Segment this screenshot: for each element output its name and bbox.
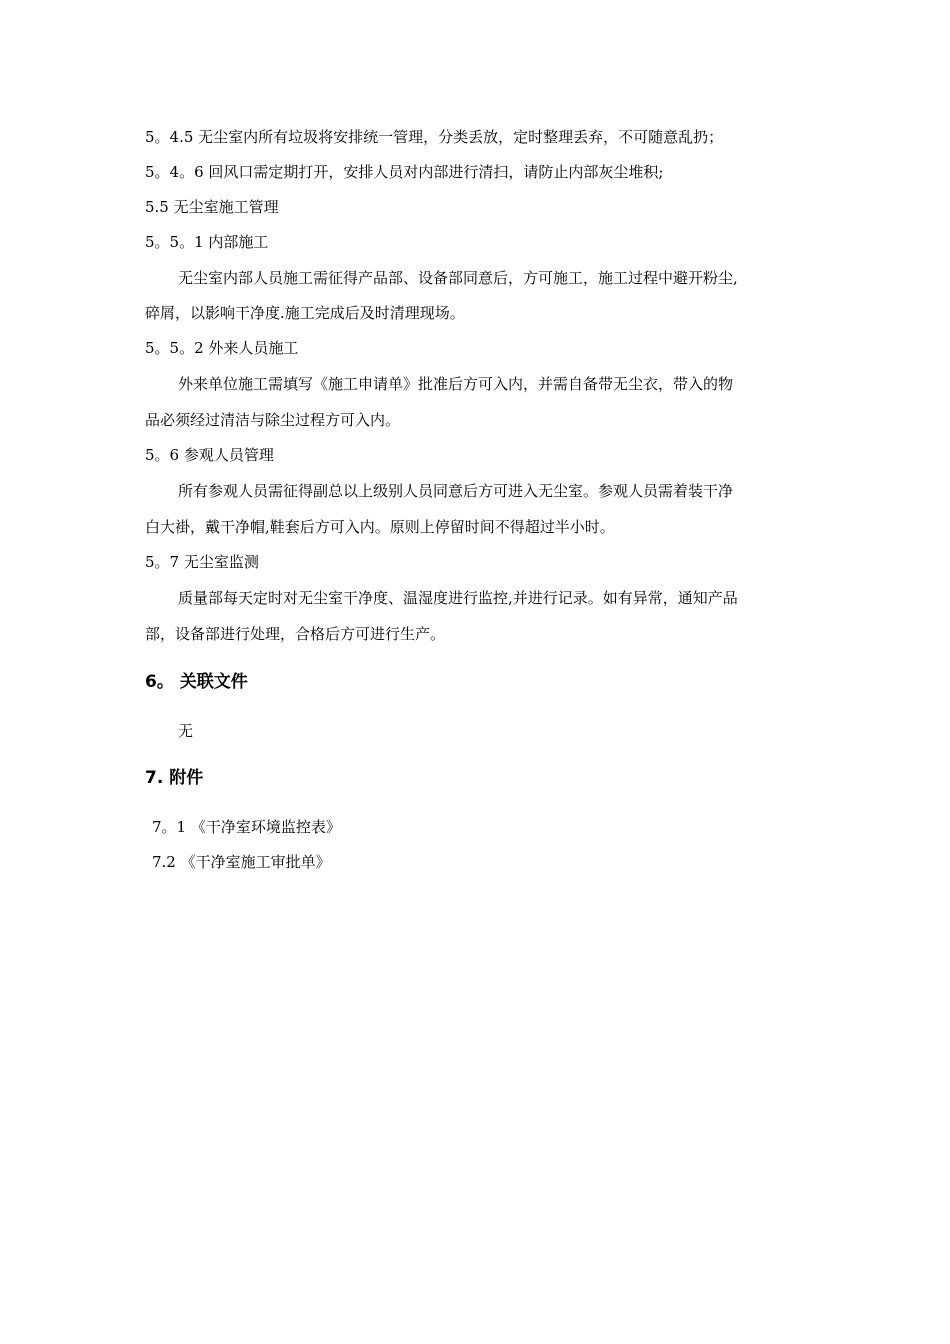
paragraph-5-5-2-line-2: 品必须经过清洁与除尘过程方可入内。 (145, 411, 401, 429)
related-files-content: 无 (178, 722, 194, 740)
section-heading-5-5: 5.5 无尘室施工管理 (145, 198, 279, 216)
clause-5-4-5: 5。4.5 无尘室内所有垃圾将安排统一管理，分类丢放，定时整理丢弃，不可随意乱扔； (145, 128, 724, 146)
section-heading-7: 7. 附件 (145, 768, 204, 788)
paragraph-5-7-line-2: 部，设备部进行处理，合格后方可进行生产。 (145, 625, 446, 643)
clause-5-4-6: 5。4。6 回风口需定期打开，安排人员对内部进行清扫，请防止内部灰尘堆积; (145, 163, 664, 181)
attachment-item: 7.2 《干净室施工审批单》 (152, 853, 331, 871)
section-heading-5-6: 5。6 参观人员管理 (145, 446, 274, 464)
paragraph-5-6-line-2: 白大褂，戴干净帽,鞋套后方可入内。原则上停留时间不得超过半小时。 (145, 518, 615, 536)
paragraph-5-5-1-line-1: 无尘室内部人员施工需征得产品部、设备部同意后，方可施工，施工过程中避开粉尘, (178, 269, 738, 287)
paragraph-5-5-2-line-1: 外来单位施工需填写《施工申请单》批准后方可入内，并需自备带无尘衣，带入的物 (178, 375, 734, 393)
section-heading-6: 6。 关联文件 (145, 672, 248, 692)
subheading-5-5-1: 5。5。1 内部施工 (145, 233, 269, 251)
subheading-5-5-2: 5。5。2 外来人员施工 (145, 339, 299, 357)
attachment-item: 7。1 《干净室环境监控表》 (152, 818, 341, 836)
section-heading-5-7: 5。7 无尘室监测 (145, 553, 259, 571)
paragraph-5-5-1-line-2: 碎屑，以影响干净度.施工完成后及时清理现场。 (145, 304, 465, 322)
paragraph-5-7-line-1: 质量部每天定时对无尘室干净度、温湿度进行监控,并进行记录。如有异常，通知产品 (178, 589, 738, 607)
paragraph-5-6-line-1: 所有参观人员需征得副总以上级别人员同意后方可进入无尘室。参观人员需着装干净 (178, 482, 734, 500)
